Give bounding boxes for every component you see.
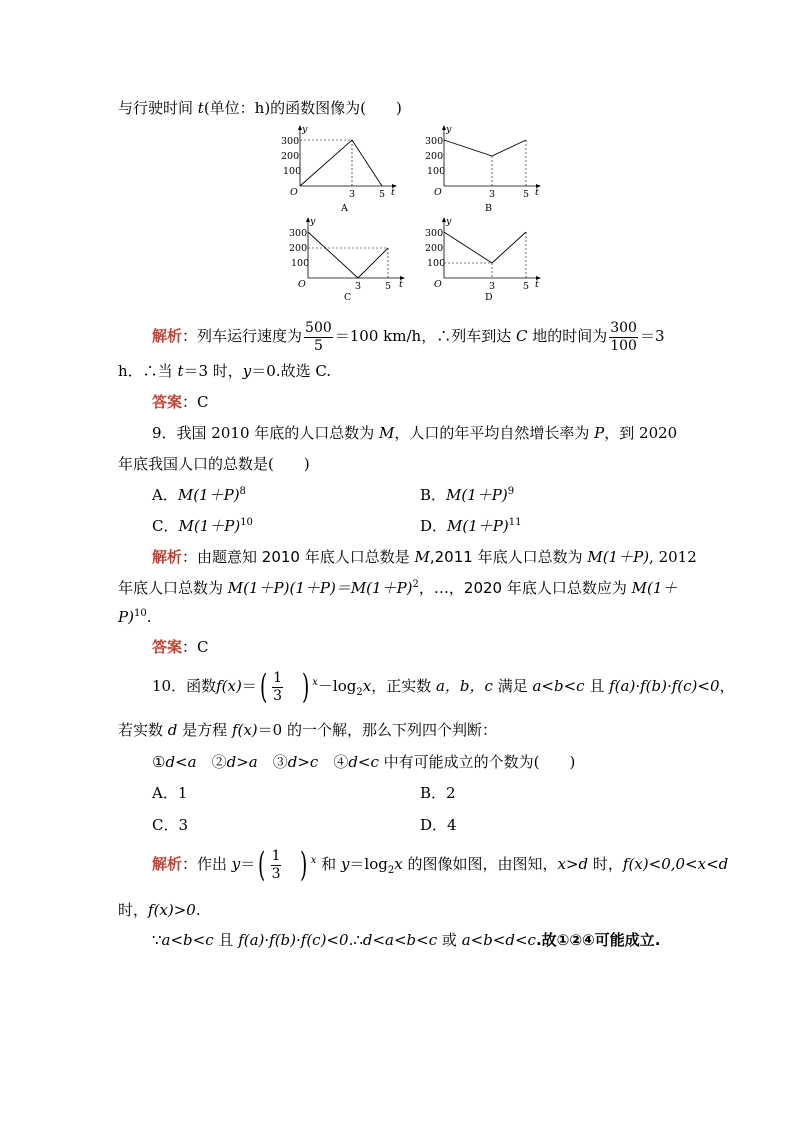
text: 和: [316, 855, 341, 873]
graph-b-t-label: t: [535, 187, 539, 198]
eq: ＝: [241, 677, 257, 695]
option: C．3: [152, 816, 189, 834]
q10-solution-line-3: [152, 930, 660, 950]
option-label: D．: [420, 517, 448, 535]
text: ，…，2020 年底人口总数应为: [418, 579, 632, 597]
frac-denominator: 100: [610, 337, 637, 354]
q9-option-b: [420, 485, 514, 505]
option: A．1: [152, 784, 188, 802]
q9-answer-label: 答案: [152, 638, 183, 656]
vars-abc: a，b，c: [435, 677, 493, 695]
q8-answer-value: ：C: [182, 393, 209, 411]
q9-option-d: [420, 516, 521, 536]
q10-option-b: [420, 783, 456, 803]
q9-option-a: [152, 485, 246, 505]
var-t: t: [177, 362, 184, 380]
graph-c-tick-300: 300: [289, 228, 308, 239]
graph-b-label: B: [485, 203, 492, 214]
graph-b-tick-100: 100: [427, 166, 446, 177]
graph-d-tick-3: 3: [489, 281, 496, 292]
option-body: M(1＋P): [177, 486, 240, 504]
judgment: d<c: [348, 753, 379, 771]
text: 年底我国人口的总数是( ): [118, 455, 310, 473]
exponent: 2: [412, 579, 419, 590]
text: ，人口的年平均自然增长率为: [394, 424, 595, 442]
text: 或: [437, 931, 462, 949]
var-x: x: [362, 677, 372, 695]
q8-stem-text: 与行驶时间: [118, 99, 198, 117]
q8-stem-text-2: (单位：h)的函数图像为( ): [203, 99, 402, 117]
graph-b-tick-300: 300: [425, 136, 444, 147]
graph-d-tick-300: 300: [425, 228, 444, 239]
graph-d-tick-200: 200: [425, 243, 444, 254]
q10-solution-label: 解析: [152, 855, 183, 873]
text: 是方程: [177, 721, 232, 739]
therefore-symbol: .∴: [348, 931, 363, 949]
log-base: 2: [387, 865, 395, 876]
graph-c-label: C: [344, 292, 352, 303]
q8-solution-text-3: 地的时间为: [527, 327, 608, 345]
left-paren: (: [259, 667, 268, 707]
var-x: x: [394, 855, 403, 873]
marker: ②: [196, 753, 227, 771]
q8-answer-label: 答案: [152, 393, 183, 411]
text: ，: [719, 677, 735, 695]
text: ,2011 年底人口总数为: [429, 548, 588, 566]
q10-solution-line-2: [118, 900, 201, 920]
graph-c: [288, 216, 408, 304]
option-exponent: 9: [507, 486, 515, 497]
graph-b-tick-5: 5: [523, 189, 530, 200]
condition: f(x)<0,0<x<d: [622, 855, 729, 873]
q9-option-c: [152, 516, 253, 536]
graph-a-origin: O: [290, 187, 298, 198]
frac-denominator: 5: [313, 337, 323, 354]
expr: M(1＋P): [587, 548, 650, 566]
q9-stem-line-2: [118, 454, 310, 474]
judgment: d>a: [226, 753, 258, 771]
graph-a-label: A: [341, 203, 348, 214]
frac-numerator: 1: [273, 669, 283, 686]
text: ：由题意知 2010 年底人口总数是: [182, 548, 415, 566]
text: －log: [317, 677, 357, 695]
fx: f(x): [216, 677, 242, 695]
exponent-x: x: [310, 855, 317, 866]
graph-a: [280, 124, 400, 216]
q10-solution-fraction: [271, 848, 282, 883]
expr: M(1＋P)(1＋P)＝M(1＋P): [227, 579, 413, 597]
fx: f(x): [231, 721, 258, 739]
graph-a-tick-5: 5: [379, 189, 386, 200]
text: .: [195, 901, 201, 919]
frac-numerator: 1: [271, 847, 281, 864]
expr: M(1＋: [631, 579, 678, 597]
option: D．4: [420, 816, 457, 834]
expr: P): [118, 608, 134, 626]
frac-numerator: 500: [305, 319, 332, 336]
graph-b-y-label: y: [446, 124, 452, 135]
q9-stem-line-1: [152, 423, 677, 443]
q9-solution-line-1: [152, 547, 697, 567]
q10-judgments: [152, 752, 575, 772]
text: 9．我国 2010 年底的人口总数为: [152, 424, 380, 442]
graph-d-label: D: [485, 292, 493, 303]
q10-option-d: [420, 815, 457, 835]
graph-d-tick-5: 5: [523, 281, 530, 292]
var-y: y: [231, 855, 241, 873]
var-m: M: [414, 548, 430, 566]
q10-stem-line-1: [152, 664, 735, 708]
q10-option-a: [152, 783, 187, 803]
graph-b-tick-3: 3: [489, 189, 496, 200]
graph-c-tick-200: 200: [289, 243, 308, 254]
marker: ④: [318, 753, 349, 771]
q8-fraction-speed: [304, 320, 333, 355]
text: ＝log: [349, 855, 388, 873]
marker: ③: [257, 753, 288, 771]
text: 满足: [492, 677, 533, 695]
frac-numerator: 300: [610, 319, 637, 336]
q8-solution-label: 解析: [152, 327, 183, 345]
eq: ＝: [240, 855, 256, 873]
graph-a-tick-3: 3: [349, 189, 356, 200]
q9-answer-value: ：C: [182, 638, 209, 656]
option-body: M(1＋P): [178, 517, 241, 535]
graph-b-origin: O: [434, 187, 442, 198]
q9-solution-line-2: [118, 578, 677, 598]
text: ，到 2020: [604, 424, 678, 442]
q10-fraction: [272, 670, 283, 705]
graph-b: [424, 124, 544, 216]
graph-d-origin: O: [434, 279, 442, 290]
right-paren: ): [300, 845, 308, 885]
text: 年底人口总数为: [118, 579, 228, 597]
graph-b-tick-200: 200: [425, 151, 444, 162]
option-label: C．: [152, 517, 179, 535]
condition: a<b<c: [532, 677, 585, 695]
var-y: y: [242, 362, 252, 380]
q8-stem-line: [118, 98, 402, 118]
graph-c-t-label: t: [399, 279, 403, 290]
graph-c-tick-100: 100: [291, 258, 310, 269]
product: f(a)·f(b)·f(c)<0: [609, 677, 720, 695]
graph-c-origin: O: [298, 279, 306, 290]
log-base: 2: [356, 687, 363, 698]
text: .: [146, 608, 152, 626]
q8-solution-line-2: [118, 361, 331, 381]
exponent: 10: [133, 608, 147, 619]
option-exponent: 10: [240, 517, 253, 528]
option-body: M(1＋P): [446, 486, 508, 504]
condition: x>d: [557, 855, 589, 873]
exponent-x: x: [312, 677, 318, 688]
option-exponent: 11: [508, 517, 522, 528]
q8-solution-text: ：列车运行速度为: [182, 327, 303, 345]
text: 时，: [118, 901, 149, 919]
graph-a-y-label: y: [302, 124, 308, 135]
q8-solution-text-4: ＝3: [639, 327, 665, 345]
q10-solution-line-1: [152, 842, 728, 886]
q8-solution-text-2: ＝100 km/h，∴列车到达: [334, 327, 516, 345]
conclusion: .故①②④可能成立.: [535, 931, 661, 949]
option-label: B．: [420, 486, 447, 504]
frac-denominator: 3: [271, 865, 281, 882]
graph-c-y-label: y: [310, 216, 316, 227]
text: , 2012: [649, 548, 697, 566]
text: ：作出: [182, 855, 232, 873]
q8-fraction-time: [609, 320, 638, 355]
text: ＝3 时，: [183, 362, 243, 380]
because-symbol: ∵: [152, 931, 162, 949]
frac-denominator: 3: [273, 687, 283, 704]
condition: f(x)>0: [148, 901, 196, 919]
text: ＝0 的一个解，那么下列四个判断：: [257, 721, 497, 739]
graph-c-tick-3: 3: [355, 281, 362, 292]
left-paren: (: [258, 845, 266, 885]
q9-solution-label: 解析: [152, 548, 183, 566]
q8-var-c: C: [515, 327, 528, 345]
graph-c-tick-5: 5: [385, 281, 392, 292]
judgment: d<a: [165, 753, 197, 771]
graph-a-tick-200: 200: [281, 151, 300, 162]
option-body: M(1＋P): [447, 517, 509, 535]
var-d: d: [167, 721, 178, 739]
text: 且: [584, 677, 610, 695]
text: ＝0.故选 C.: [251, 362, 332, 380]
product: f(a)·f(b)·f(c)<0: [238, 931, 349, 949]
q10-stem-line-2: [118, 720, 497, 740]
text: 10．函数: [152, 677, 217, 695]
var-m: M: [379, 424, 395, 442]
text: ，正实数: [371, 677, 436, 695]
option: B．2: [420, 784, 456, 802]
condition: d<a<b<c: [362, 931, 438, 949]
text: h．∴当: [118, 362, 178, 380]
condition: a<b<d<c: [461, 931, 536, 949]
graph-d: [424, 216, 544, 304]
graph-a-tick-300: 300: [281, 136, 300, 147]
q8-solution-line-1: [152, 314, 665, 358]
graph-a-t-label: t: [391, 187, 395, 198]
text: 的图像如图，由图知，: [402, 855, 558, 873]
marker: ①: [152, 753, 166, 771]
option-exponent: 8: [239, 486, 246, 497]
judgment: d>c: [287, 753, 319, 771]
right-paren: ): [302, 667, 310, 707]
text: 若实数: [118, 721, 168, 739]
graph-d-y-label: y: [446, 216, 452, 227]
condition: a<b<c: [161, 931, 214, 949]
var-p: P: [594, 424, 605, 442]
graph-d-t-label: t: [535, 279, 539, 290]
q8-answer: [152, 392, 209, 412]
graph-a-tick-100: 100: [283, 166, 302, 177]
text: 时，: [588, 855, 623, 873]
var-y: y: [340, 855, 350, 873]
text: 且: [213, 931, 239, 949]
text: 中有可能成立的个数为( ): [378, 753, 576, 771]
graph-d-tick-100: 100: [427, 258, 446, 269]
q9-solution-line-3: [118, 607, 151, 627]
q10-option-c: [152, 815, 188, 835]
q8-stem-var: t: [197, 99, 204, 117]
q9-answer: [152, 637, 209, 657]
option-label: A．: [152, 486, 178, 504]
